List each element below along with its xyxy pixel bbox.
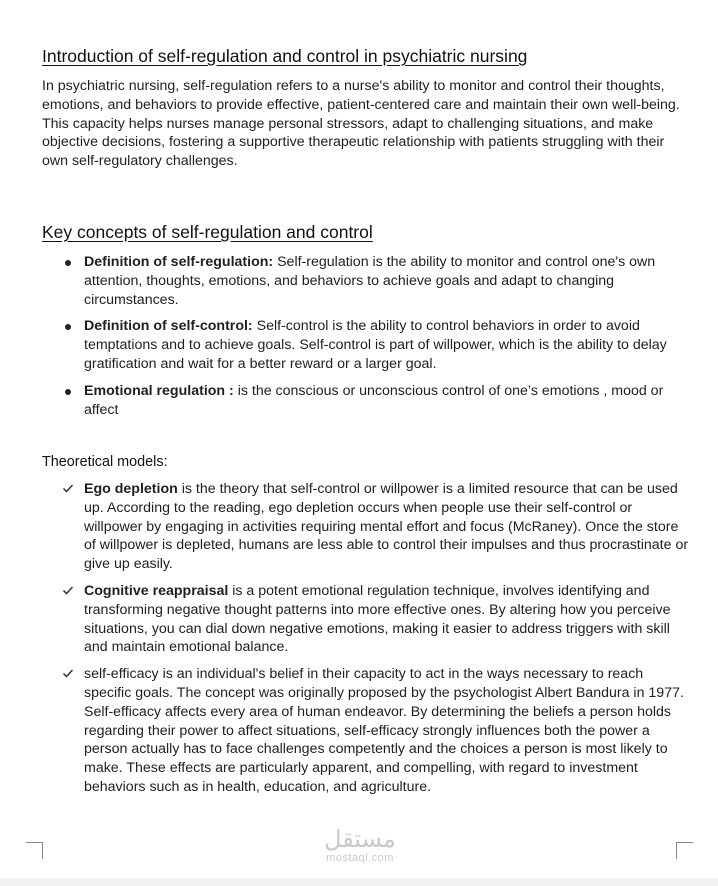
list-item (84, 317, 689, 373)
watermark (310, 826, 410, 864)
model-text: self-efficacy is an individual's belief in their capacity to act in the ways necessary to reach specific goals. The concept was originally proposed by the psychologist Albert Bandura in 1977. Self-efficacy affects every area of human endeavor. By determining the beliefs a person holds regarding their power to affect situations, self-efficacy strongly influences both the power a person actually has to face challenges competently and the choices a person is most likely to make. These effects are particularly apparent, and compelling, with regard to investment behaviors such as in health, education, and agriculture. (84, 666, 684, 795)
watermark-logo: مستقل (324, 825, 396, 853)
concept-term: Definition of self-control: (84, 318, 253, 335)
key-concepts-heading: Key concepts of self-regulation and control (42, 222, 373, 242)
concept-text: Self-regulation is the ability to monitor and control one's own attention, thoughts, emotions, and behaviors to achieve goals and adapt to changing circumstances. (84, 254, 656, 308)
concept-text: is the conscious or unconscious control of one’s emotions , mood or affect (84, 382, 664, 418)
intro-heading: Introduction of self-regulation and control in psychiatric nursing (42, 46, 528, 66)
intro-paragraph: In psychiatric nursing, self-regulation refers to a nurse's ability to monitor and control their thoughts, emotions, and behaviors to provide effective, patient-centered care and maintain their own well-being. This capacity helps nurses manage personal stressors, adapt to challenging situations, and make objective decisions, fostering a supportive therapeutic relationship with patients struggling with their own self-regulatory challenges. (42, 78, 680, 170)
model-text: is the theory that self-control or willpower is a limited resource that can be used up. According to the reading, ego depletion occurs when people use their self-control or willpower by engaging in activities requiring mental effort and focus (McRaney). Once the store of willpower is depleted, humans are less able to control their impulses and thus procrastinate or give up easily. (84, 481, 689, 573)
list-item (84, 480, 689, 574)
model-text: is a potent emotional regulation technique, involves identifying and transforming negative thought patterns into more effective ones. By altering how you perceive situations, you can dial down negative emotions, making it easier to address triggers with skill and maintain emotional balance. (84, 582, 671, 656)
model-term: Ego depletion (84, 481, 178, 497)
page-corner-mark-right (676, 842, 693, 859)
list-item (84, 665, 689, 797)
theoretical-models-list (84, 480, 689, 797)
checkmark-icon (62, 482, 74, 494)
model-term: Cognitive reappraisal (84, 582, 229, 599)
concept-text: Self-control is the ability to control behaviors in order to avoid temptations and to achieve goals. Self-control is part of willpower, which is the ability to delay gratification and wait for a better reward or a larger goal. (84, 318, 667, 372)
concept-term: Definition of self-regulation: (84, 254, 274, 270)
bullet-icon (65, 324, 71, 330)
concept-term: Emotional regulation : (84, 382, 234, 399)
theoretical-models-heading: Theoretical models: (42, 454, 168, 470)
checkmark-icon (62, 667, 74, 679)
key-concepts-list (84, 253, 689, 419)
bullet-icon (65, 260, 71, 266)
watermark-domain: mostaql.com (326, 852, 394, 864)
list-item (84, 582, 689, 657)
bullet-icon (65, 389, 71, 395)
list-item (84, 382, 689, 420)
page-corner-mark-left (26, 842, 43, 859)
checkmark-icon (62, 584, 74, 596)
bottom-strip (0, 878, 718, 886)
list-item (84, 253, 689, 309)
